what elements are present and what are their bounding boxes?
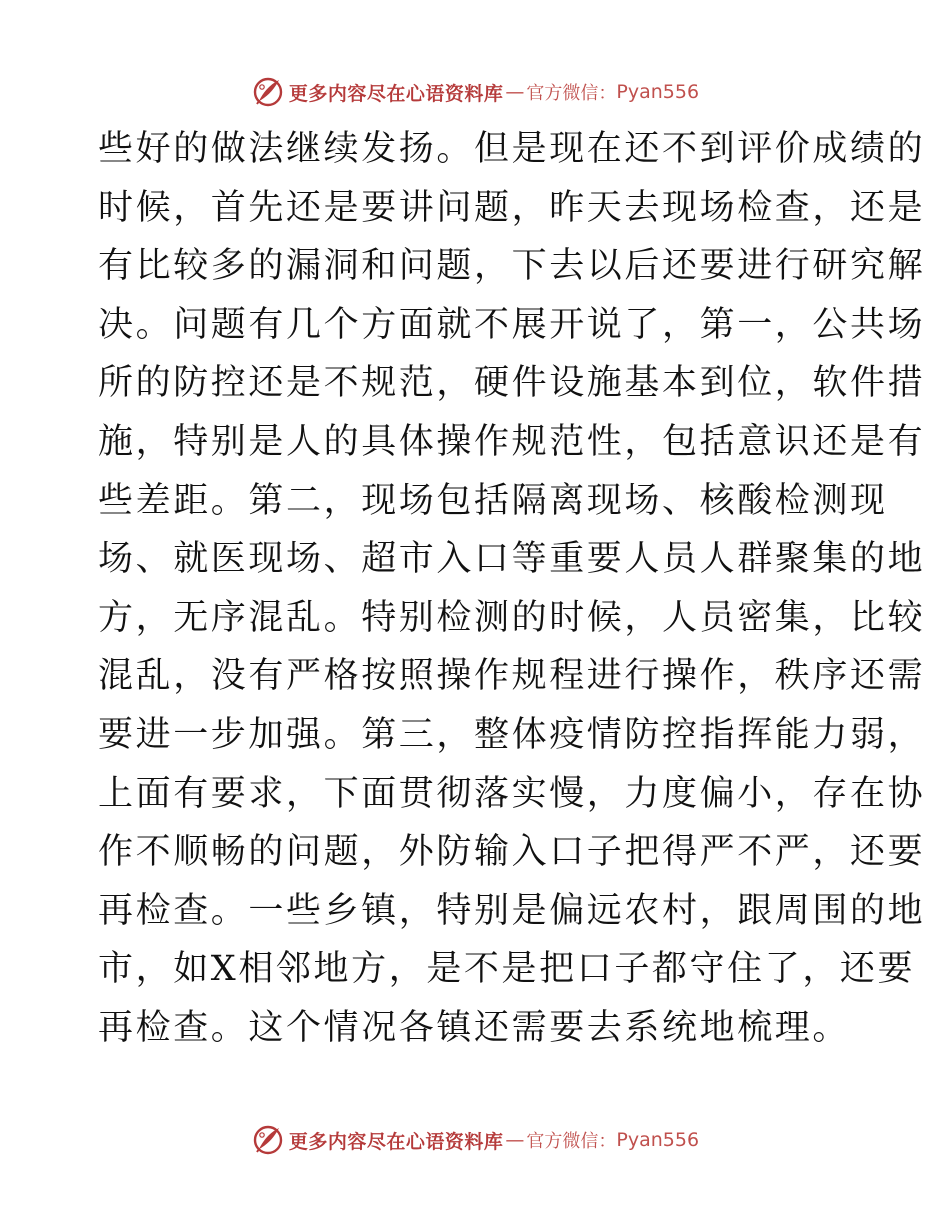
footer-wechat-account: Pyan556 [616,1129,700,1151]
body-line: 有比较多的漏洞和问题，下去以后还要进行研究解 [98,246,926,287]
header-wechat-label: 官方微信： [526,83,617,104]
body-line: 作不顺畅的问题，外防输入口子把得严不严，还要 [98,832,926,873]
header-dash: — [505,81,525,103]
body-line: 上面有要求，下面贯彻落实慢，力度偏小，存在协 [98,773,926,814]
document-body [98,120,926,1058]
header-wechat-account: Pyan556 [616,81,700,103]
footer-wechat-label: 官方微信： [526,1131,617,1152]
footer-banner [0,1120,950,1160]
quill-pen-logo-icon [251,75,285,109]
body-line: 所的防控还是不规范，硬件设施基本到位，软件措 [98,363,926,404]
body-line: 场、就医现场、超市入口等重要人员人群聚集的地 [98,539,926,580]
body-line: 混乱，没有严格按照操作规程进行操作，秩序还需 [98,656,926,697]
footer-dash: — [505,1129,525,1151]
footer-promo-text: 更多内容尽在心语资料库 [288,1130,504,1153]
body-line: 再检查。一些乡镇，特别是偏远农村，跟周围的地 [98,890,926,931]
body-line: 时候，首先还是要讲问题，昨天去现场检查，还是 [98,187,926,228]
body-line: 再检查。这个情况各镇还需要去系统地梳理。 [98,1007,851,1048]
body-line: 方，无序混乱。特别检测的时候，人员密集，比较 [98,597,926,638]
header-banner [0,72,950,112]
quill-pen-logo-icon [251,1123,285,1157]
body-line: 市，如X相邻地方，是不是把口子都守住了，还要 [98,949,916,990]
body-line: 决。问题有几个方面就不展开说了，第一，公共场 [98,304,926,345]
header-promo-text: 更多内容尽在心语资料库 [288,82,504,105]
body-line: 些差距。第二，现场包括隔离现场、核酸检测现 [98,480,888,521]
body-line: 要进一步加强。第三，整体疫情防控指挥能力弱， [98,714,926,755]
body-line: 施，特别是人的具体操作规范性，包括意识还是有 [98,421,926,462]
body-line: 些好的做法继续发扬。但是现在还不到评价成绩的 [98,129,926,169]
